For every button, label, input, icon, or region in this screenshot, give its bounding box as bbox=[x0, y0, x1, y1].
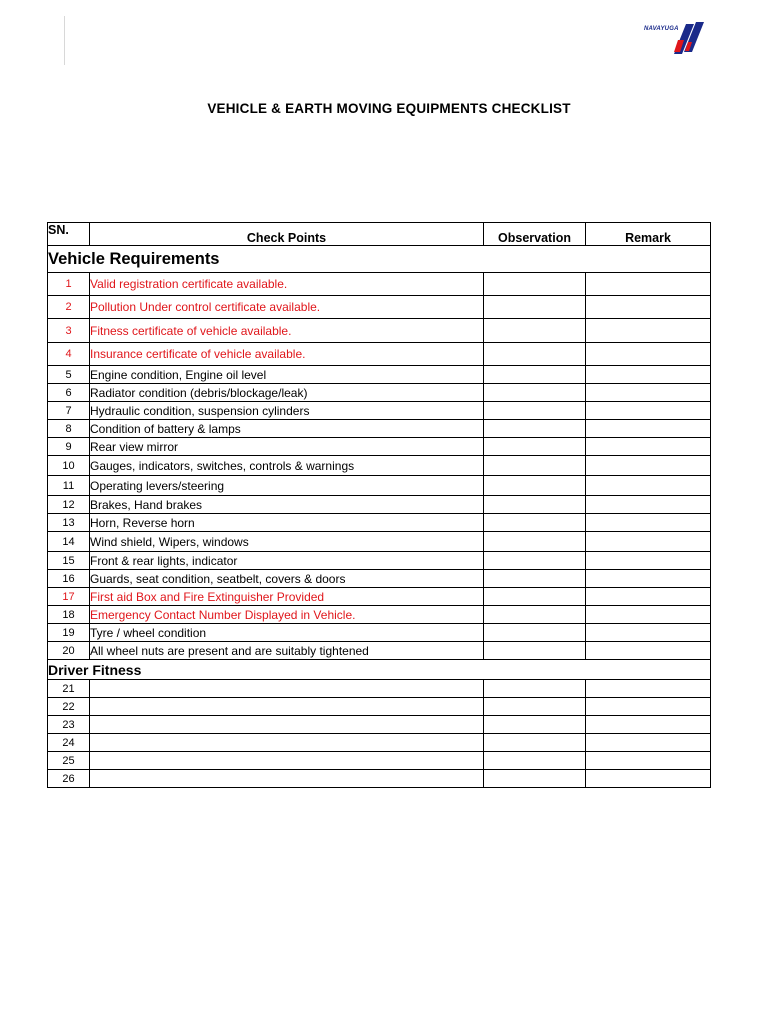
row-check-point: Operating levers/steering bbox=[90, 476, 484, 496]
remark-cell[interactable] bbox=[586, 476, 711, 496]
observation-cell[interactable] bbox=[484, 532, 586, 552]
row-check-point: Hydraulic condition, suspension cylinders bbox=[90, 402, 484, 420]
header-observation: Observation bbox=[484, 223, 586, 246]
observation-cell[interactable] bbox=[484, 734, 586, 752]
row-sn: 14 bbox=[48, 532, 90, 552]
row-sn: 13 bbox=[48, 514, 90, 532]
table-row bbox=[48, 588, 711, 606]
row-check-point: Condition of battery & lamps bbox=[90, 420, 484, 438]
remark-cell[interactable] bbox=[586, 384, 711, 402]
table-row bbox=[48, 456, 711, 476]
remark-cell[interactable] bbox=[586, 716, 711, 734]
row-sn: 17 bbox=[48, 588, 90, 606]
remark-cell[interactable] bbox=[586, 514, 711, 532]
observation-cell[interactable] bbox=[484, 402, 586, 420]
row-sn: 25 bbox=[48, 752, 90, 770]
remark-cell[interactable] bbox=[586, 624, 711, 642]
check-point-cell[interactable] bbox=[90, 770, 484, 788]
check-point-cell[interactable] bbox=[90, 716, 484, 734]
observation-cell[interactable] bbox=[484, 770, 586, 788]
row-sn: 8 bbox=[48, 420, 90, 438]
observation-cell[interactable] bbox=[484, 606, 586, 624]
table-row bbox=[48, 514, 711, 532]
observation-cell[interactable] bbox=[484, 642, 586, 660]
remark-cell[interactable] bbox=[586, 273, 711, 296]
table-row bbox=[48, 642, 711, 660]
table-row bbox=[48, 570, 711, 588]
table-row bbox=[48, 402, 711, 420]
row-check-point: All wheel nuts are present and are suitably tightened bbox=[90, 642, 484, 660]
remark-cell[interactable] bbox=[586, 570, 711, 588]
observation-cell[interactable] bbox=[484, 624, 586, 642]
page-title: VEHICLE & EARTH MOVING EQUIPMENTS CHECKLIST bbox=[207, 101, 571, 116]
row-check-point: Gauges, indicators, switches, controls & warnings bbox=[90, 456, 484, 476]
observation-cell[interactable] bbox=[484, 514, 586, 532]
section-row bbox=[48, 660, 711, 680]
observation-cell[interactable] bbox=[484, 476, 586, 496]
observation-cell[interactable] bbox=[484, 343, 586, 366]
remark-cell[interactable] bbox=[586, 752, 711, 770]
row-check-point: Brakes, Hand brakes bbox=[90, 496, 484, 514]
row-check-point: Wind shield, Wipers, windows bbox=[90, 532, 484, 552]
row-sn: 1 bbox=[48, 273, 90, 296]
check-point-cell[interactable] bbox=[90, 734, 484, 752]
remark-cell[interactable] bbox=[586, 770, 711, 788]
row-check-point: Valid registration certificate available. bbox=[90, 273, 484, 296]
table-row bbox=[48, 296, 711, 319]
row-check-point: Rear view mirror bbox=[90, 438, 484, 456]
logo-mark-icon bbox=[668, 18, 706, 60]
table-row bbox=[48, 606, 711, 624]
observation-cell[interactable] bbox=[484, 496, 586, 514]
table-row bbox=[48, 384, 711, 402]
table-row bbox=[48, 770, 711, 788]
row-sn: 16 bbox=[48, 570, 90, 588]
table-row bbox=[48, 698, 711, 716]
remark-cell[interactable] bbox=[586, 680, 711, 698]
table-row bbox=[48, 319, 711, 343]
row-sn: 5 bbox=[48, 366, 90, 384]
row-sn: 18 bbox=[48, 606, 90, 624]
section-row bbox=[48, 246, 711, 273]
row-check-point: Fitness certificate of vehicle available. bbox=[90, 319, 484, 343]
observation-cell[interactable] bbox=[484, 438, 586, 456]
remark-cell[interactable] bbox=[586, 552, 711, 570]
row-check-point: Front & rear lights, indicator bbox=[90, 552, 484, 570]
header-remark: Remark bbox=[586, 223, 711, 246]
row-sn: 4 bbox=[48, 343, 90, 366]
observation-cell[interactable] bbox=[484, 752, 586, 770]
observation-cell[interactable] bbox=[484, 296, 586, 319]
navayuga-logo bbox=[642, 16, 706, 64]
observation-cell[interactable] bbox=[484, 698, 586, 716]
remark-cell[interactable] bbox=[586, 420, 711, 438]
remark-cell[interactable] bbox=[586, 456, 711, 476]
check-point-cell[interactable] bbox=[90, 752, 484, 770]
row-sn: 6 bbox=[48, 384, 90, 402]
row-check-point: Insurance certificate of vehicle available. bbox=[90, 343, 484, 366]
row-sn: 26 bbox=[48, 770, 90, 788]
row-sn: 11 bbox=[48, 476, 90, 496]
remark-cell[interactable] bbox=[586, 296, 711, 319]
row-check-point: First aid Box and Fire Extinguisher Provided bbox=[90, 588, 484, 606]
remark-cell[interactable] bbox=[586, 532, 711, 552]
row-sn: 10 bbox=[48, 456, 90, 476]
row-check-point: Tyre / wheel condition bbox=[90, 624, 484, 642]
row-check-point: Engine condition, Engine oil level bbox=[90, 366, 484, 384]
remark-cell[interactable] bbox=[586, 606, 711, 624]
table-row bbox=[48, 366, 711, 384]
remark-cell[interactable] bbox=[586, 642, 711, 660]
remark-cell[interactable] bbox=[586, 588, 711, 606]
section-driver-fitness: Driver Fitness bbox=[48, 660, 711, 680]
header-check-points: Check Points bbox=[90, 223, 484, 246]
table-row bbox=[48, 716, 711, 734]
observation-cell[interactable] bbox=[484, 680, 586, 698]
observation-cell[interactable] bbox=[484, 273, 586, 296]
check-point-cell[interactable] bbox=[90, 680, 484, 698]
table-row bbox=[48, 438, 711, 456]
row-sn: 24 bbox=[48, 734, 90, 752]
row-sn: 12 bbox=[48, 496, 90, 514]
table-row bbox=[48, 680, 711, 698]
observation-cell[interactable] bbox=[484, 366, 586, 384]
table-row bbox=[48, 476, 711, 496]
remark-cell[interactable] bbox=[586, 343, 711, 366]
observation-cell[interactable] bbox=[484, 716, 586, 734]
table-row bbox=[48, 273, 711, 296]
observation-cell[interactable] bbox=[484, 420, 586, 438]
observation-cell[interactable] bbox=[484, 384, 586, 402]
observation-cell[interactable] bbox=[484, 588, 586, 606]
table-row bbox=[48, 532, 711, 552]
table-row bbox=[48, 752, 711, 770]
check-point-cell[interactable] bbox=[90, 698, 484, 716]
remark-cell[interactable] bbox=[586, 734, 711, 752]
table-row bbox=[48, 552, 711, 570]
checklist-table bbox=[47, 222, 711, 788]
observation-cell[interactable] bbox=[484, 456, 586, 476]
table-row bbox=[48, 496, 711, 514]
row-sn: 3 bbox=[48, 319, 90, 343]
row-check-point: Radiator condition (debris/blockage/leak) bbox=[90, 384, 484, 402]
table-row bbox=[48, 734, 711, 752]
remark-cell[interactable] bbox=[586, 402, 711, 420]
row-check-point: Guards, seat condition, seatbelt, covers & doors bbox=[90, 570, 484, 588]
row-check-point: Emergency Contact Number Displayed in Vehicle. bbox=[90, 606, 484, 624]
row-check-point: Pollution Under control certificate available. bbox=[90, 296, 484, 319]
remark-cell[interactable] bbox=[586, 438, 711, 456]
row-sn: 9 bbox=[48, 438, 90, 456]
remark-cell[interactable] bbox=[586, 698, 711, 716]
remark-cell[interactable] bbox=[586, 366, 711, 384]
table-row bbox=[48, 420, 711, 438]
header-sn: SN. bbox=[48, 223, 90, 246]
row-sn: 21 bbox=[48, 680, 90, 698]
remark-cell[interactable] bbox=[586, 496, 711, 514]
row-sn: 23 bbox=[48, 716, 90, 734]
remark-cell[interactable] bbox=[586, 319, 711, 343]
logo-text: NAVAYUGA bbox=[644, 26, 679, 32]
observation-cell[interactable] bbox=[484, 319, 586, 343]
row-sn: 19 bbox=[48, 624, 90, 642]
header-row bbox=[48, 223, 711, 246]
row-sn: 15 bbox=[48, 552, 90, 570]
row-sn: 7 bbox=[48, 402, 90, 420]
row-sn: 22 bbox=[48, 698, 90, 716]
logo-divider bbox=[64, 16, 65, 65]
observation-cell[interactable] bbox=[484, 552, 586, 570]
observation-cell[interactable] bbox=[484, 570, 586, 588]
row-sn: 20 bbox=[48, 642, 90, 660]
table-row bbox=[48, 624, 711, 642]
table-row bbox=[48, 343, 711, 366]
row-check-point: Horn, Reverse horn bbox=[90, 514, 484, 532]
section-vehicle-requirements: Vehicle Requirements bbox=[48, 246, 711, 273]
row-sn: 2 bbox=[48, 296, 90, 319]
